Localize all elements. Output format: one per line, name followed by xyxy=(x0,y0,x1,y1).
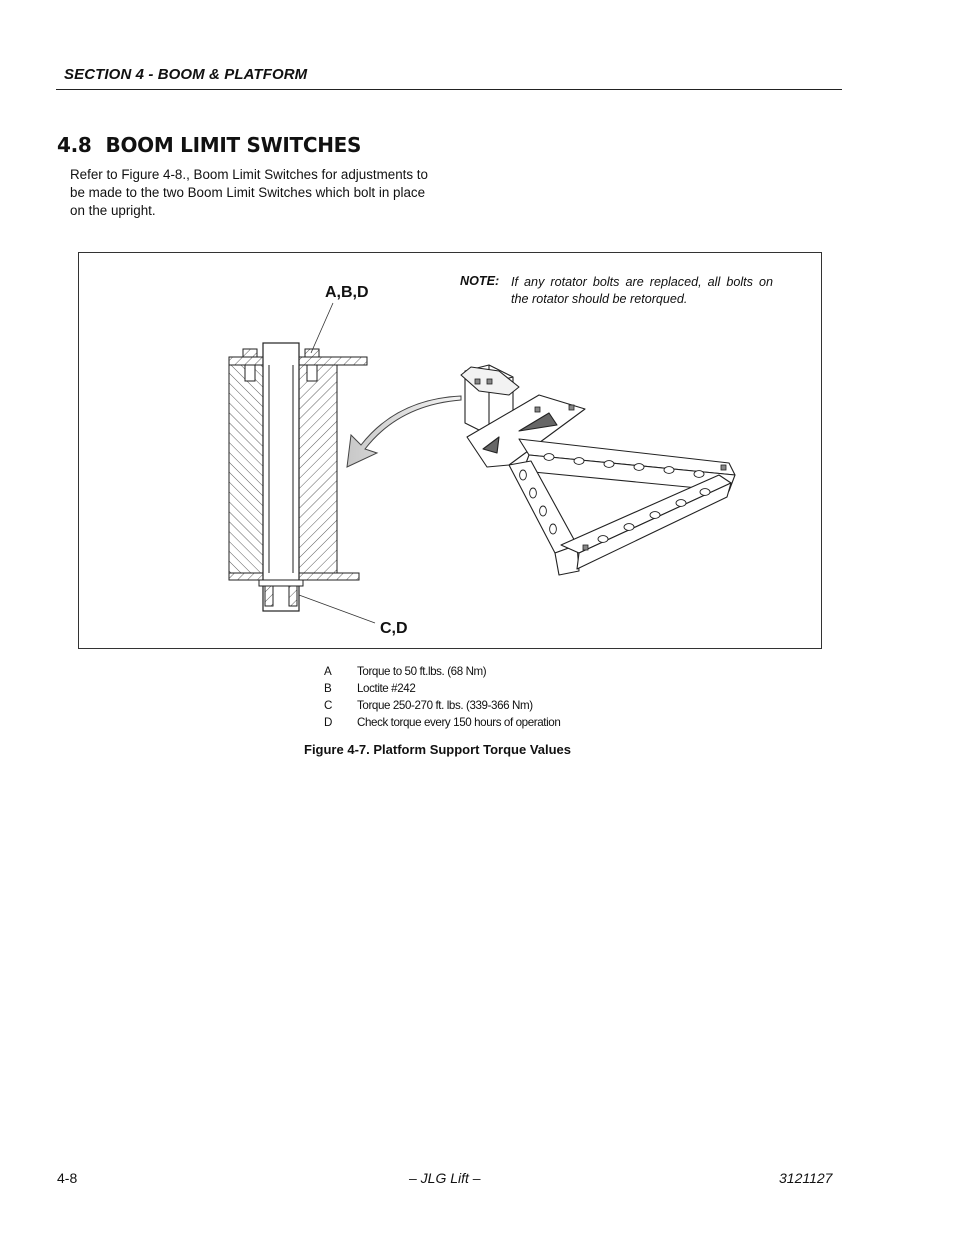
footer-brand: – JLG Lift – xyxy=(409,1170,481,1186)
header-rule xyxy=(56,89,842,90)
legend-item xyxy=(324,714,560,731)
section-heading xyxy=(57,133,361,157)
section-number: 4.8 xyxy=(57,133,92,157)
platform-support-bracket xyxy=(461,365,735,575)
legend-text: Torque to 50 ft.lbs. (68 Nm) xyxy=(357,665,487,678)
legend-text: Torque 250-270 ft. lbs. (339-366 Nm) xyxy=(357,699,533,712)
note-label: NOTE: xyxy=(460,274,500,288)
legend-key: C xyxy=(324,699,333,712)
figure-frame xyxy=(78,252,822,649)
figure-caption: Figure 4-7. Platform Support Torque Values xyxy=(304,742,572,757)
section-title: BOOM LIMIT SWITCHES xyxy=(105,133,362,157)
legend-item xyxy=(324,680,560,697)
intro-paragraph: Refer to Figure 4-8., Boom Limit Switches for adjustments to be made to the two Boom Limit Switches which bolt in place on the upright. xyxy=(70,167,428,218)
page-number: 4-8 xyxy=(57,1170,78,1186)
callout-c-d: C,D xyxy=(380,620,408,637)
legend-text: Check torque every 150 hours of operation xyxy=(357,716,561,729)
figure-legend xyxy=(324,663,560,731)
legend-key: D xyxy=(324,716,333,729)
legend-item xyxy=(324,663,560,680)
note-text: If any rotator bolts are replaced, all bolts on the rotator should be retorqued. xyxy=(511,275,773,306)
legend-key: A xyxy=(324,665,332,678)
document-number: 3121127 xyxy=(779,1170,833,1186)
platform-support-illustration xyxy=(79,253,821,648)
legend-item xyxy=(324,697,560,714)
section-header: SECTION 4 - BOOM & PLATFORM xyxy=(64,66,308,83)
curved-arrow xyxy=(347,396,461,467)
legend-text: Loctite #242 xyxy=(357,682,416,695)
legend-key: B xyxy=(324,682,332,695)
callout-a-b-d: A,B,D xyxy=(325,284,369,301)
